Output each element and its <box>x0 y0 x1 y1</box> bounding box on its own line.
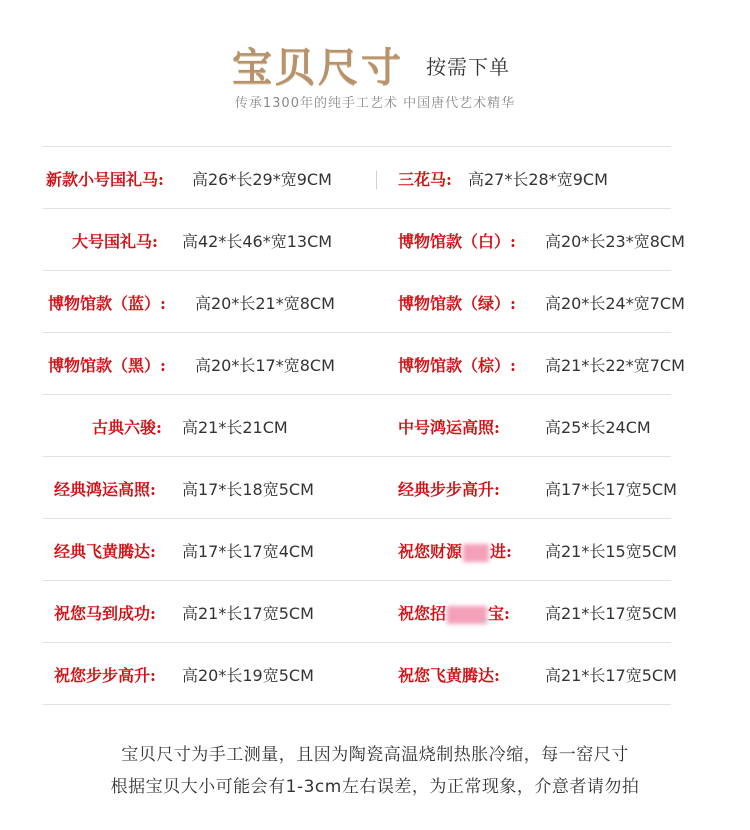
size-row <box>0 335 750 397</box>
redacted-mask <box>463 544 489 562</box>
product-size: 高26*长29*宽9CM <box>192 170 332 189</box>
product-label: 三花马: <box>398 170 452 189</box>
size-row <box>0 645 750 707</box>
product-size: 高20*长23*宽8CM <box>545 232 685 251</box>
size-row <box>0 521 750 583</box>
size-row <box>0 149 750 211</box>
disclaimer-line-1: 宝贝尺寸为手工测量，且因为陶瓷高温烧制热胀冷缩，每一窑尺寸 <box>121 745 629 765</box>
product-label: 经典步步高升: <box>398 480 500 499</box>
size-row <box>0 273 750 335</box>
product-label-part: 宝: <box>488 604 510 623</box>
page-subtitle: 按需下单 <box>426 55 510 79</box>
product-label: 祝您飞黄腾达: <box>398 666 500 685</box>
disclaimer-line-2: 根据宝贝大小可能会有1-3cm左右误差，为正常现象，介意者请勿拍 <box>110 777 640 797</box>
product-label: 古典六骏: <box>92 418 162 437</box>
product-size: 高42*长46*宽13CM <box>182 232 333 251</box>
product-size: 高21*长22*宽7CM <box>545 356 685 375</box>
divider-line <box>43 146 671 147</box>
page-title: 宝贝尺寸 <box>232 44 404 91</box>
product-label <box>398 583 510 645</box>
product-size: 高17*长17宽5CM <box>545 480 677 499</box>
product-label: 经典鸿运高照: <box>54 480 156 499</box>
product-label: 中号鸿运高照: <box>398 418 500 437</box>
redacted-mask <box>447 606 487 624</box>
product-label <box>398 521 512 583</box>
product-label: 大号国礼马: <box>72 232 158 251</box>
product-label: 博物馆款（棕）: <box>398 356 516 375</box>
product-size: 高20*长24*宽7CM <box>545 294 685 313</box>
product-size: 高27*长28*宽9CM <box>468 170 608 189</box>
product-size: 高21*长15宽5CM <box>545 542 677 561</box>
product-size: 高21*长17宽5CM <box>545 666 677 685</box>
size-row <box>0 397 750 459</box>
size-row <box>0 459 750 521</box>
product-size: 高17*长18宽5CM <box>182 480 314 499</box>
product-label: 祝您步步高升: <box>54 666 156 685</box>
tagline: 传承1300年的纯手工艺术 中国唐代艺术精华 <box>234 96 516 111</box>
product-label: 博物馆款（绿）: <box>398 294 516 313</box>
page-header <box>0 28 750 91</box>
product-label-part: 进: <box>490 542 512 561</box>
product-size: 高20*长19宽5CM <box>182 666 314 685</box>
size-row <box>0 211 750 273</box>
column-separator <box>376 171 377 189</box>
product-size: 高21*长21CM <box>182 418 288 437</box>
product-size: 高25*长24CM <box>545 418 651 437</box>
product-label: 博物馆款（蓝）: <box>48 294 166 313</box>
product-label: 新款小号国礼马: <box>46 170 164 189</box>
product-label: 博物馆款（白）: <box>398 232 516 251</box>
product-label: 经典飞黄腾达: <box>54 542 156 561</box>
product-size: 高21*长17宽5CM <box>182 604 314 623</box>
size-row <box>0 583 750 645</box>
product-label-part: 祝您招 <box>398 604 447 623</box>
product-size: 高20*长21*宽8CM <box>195 294 335 313</box>
product-label-part: 祝您财源 <box>398 542 463 561</box>
product-size: 高20*长17*宽8CM <box>195 356 335 375</box>
product-label: 祝您马到成功: <box>54 604 156 623</box>
product-label: 博物馆款（黑）: <box>48 356 166 375</box>
product-size: 高21*长17宽5CM <box>545 604 677 623</box>
product-size: 高17*长17宽4CM <box>182 542 314 561</box>
